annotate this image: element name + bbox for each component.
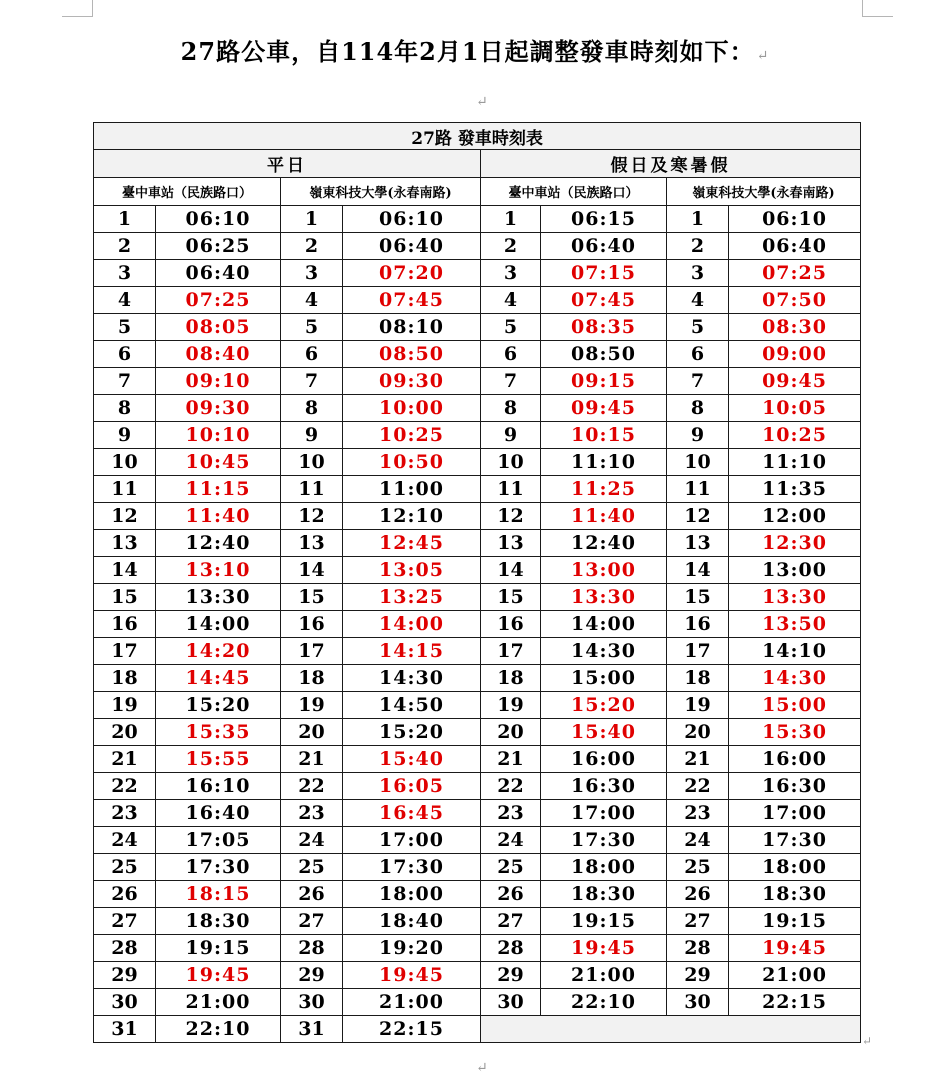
departure-time: 07:45	[541, 287, 667, 314]
departure-time: 15:30	[729, 719, 861, 746]
trip-number: 25	[94, 854, 156, 881]
table-row	[94, 260, 861, 287]
departure-time: 08:05	[156, 314, 281, 341]
trip-number: 18	[481, 665, 541, 692]
departure-time: 16:00	[729, 746, 861, 773]
departure-time: 12:30	[729, 530, 861, 557]
trip-number: 5	[667, 314, 729, 341]
trip-number: 18	[667, 665, 729, 692]
trip-number: 14	[281, 557, 343, 584]
departure-time: 18:30	[156, 908, 281, 935]
departure-time: 13:50	[729, 611, 861, 638]
trip-number: 2	[281, 233, 343, 260]
departure-time: 21:00	[343, 989, 481, 1016]
departure-time: 18:00	[541, 854, 667, 881]
table-row	[94, 800, 861, 827]
trip-number: 24	[281, 827, 343, 854]
station-header: 嶺東科技大學(永春南路)	[667, 178, 861, 206]
table-row	[94, 989, 861, 1016]
trip-number: 30	[281, 989, 343, 1016]
table-end-mark: ↵	[862, 1034, 873, 1048]
trip-number: 9	[481, 422, 541, 449]
departure-time: 15:40	[541, 719, 667, 746]
trip-number: 12	[281, 503, 343, 530]
departure-time: 11:25	[541, 476, 667, 503]
trip-number: 31	[281, 1016, 343, 1043]
departure-time: 07:25	[729, 260, 861, 287]
trip-number: 22	[94, 773, 156, 800]
departure-time: 19:45	[729, 935, 861, 962]
departure-time: 17:00	[343, 827, 481, 854]
departure-time: 15:00	[541, 665, 667, 692]
table-row	[94, 584, 861, 611]
trip-number: 1	[281, 206, 343, 233]
departure-time: 07:20	[343, 260, 481, 287]
departure-time: 11:40	[156, 503, 281, 530]
trip-number: 7	[667, 368, 729, 395]
table-row	[94, 1016, 861, 1043]
trip-number: 2	[667, 233, 729, 260]
trip-number: 30	[667, 989, 729, 1016]
trip-number: 26	[667, 881, 729, 908]
departure-time: 13:30	[156, 584, 281, 611]
table-row	[94, 341, 861, 368]
departure-time: 14:30	[729, 665, 861, 692]
departure-time: 18:30	[729, 881, 861, 908]
trip-number: 26	[94, 881, 156, 908]
departure-time: 18:15	[156, 881, 281, 908]
departure-time: 10:25	[343, 422, 481, 449]
trip-number: 7	[94, 368, 156, 395]
departure-time: 21:00	[541, 962, 667, 989]
trip-number: 28	[481, 935, 541, 962]
table-row	[94, 233, 861, 260]
group-header-holiday: 假日及寒暑假	[481, 150, 861, 178]
departure-time: 08:50	[343, 341, 481, 368]
departure-time: 19:15	[729, 908, 861, 935]
table-row	[94, 746, 861, 773]
trip-number: 5	[94, 314, 156, 341]
trip-number: 29	[667, 962, 729, 989]
trip-number: 21	[281, 746, 343, 773]
departure-time: 13:25	[343, 584, 481, 611]
trip-number: 27	[667, 908, 729, 935]
trip-number: 7	[481, 368, 541, 395]
departure-time: 16:10	[156, 773, 281, 800]
departure-time: 08:30	[729, 314, 861, 341]
trip-number: 14	[94, 557, 156, 584]
trip-number: 4	[94, 287, 156, 314]
table-row	[94, 287, 861, 314]
departure-time: 07:25	[156, 287, 281, 314]
trip-number: 18	[281, 665, 343, 692]
trip-number: 19	[94, 692, 156, 719]
page-corner-top-left	[62, 0, 93, 17]
trip-number: 16	[281, 611, 343, 638]
departure-time: 13:00	[541, 557, 667, 584]
table-row	[94, 314, 861, 341]
trip-number: 24	[94, 827, 156, 854]
departure-time: 16:30	[729, 773, 861, 800]
trip-number: 19	[481, 692, 541, 719]
departure-time: 10:45	[156, 449, 281, 476]
departure-time: 14:30	[343, 665, 481, 692]
departure-time: 19:45	[541, 935, 667, 962]
departure-time: 12:40	[156, 530, 281, 557]
table-row	[94, 422, 861, 449]
departure-time: 14:15	[343, 638, 481, 665]
trip-number: 4	[481, 287, 541, 314]
trip-number: 10	[667, 449, 729, 476]
trip-number: 23	[281, 800, 343, 827]
departure-time: 11:35	[729, 476, 861, 503]
departure-time: 10:05	[729, 395, 861, 422]
departure-time: 12:45	[343, 530, 481, 557]
departure-time: 18:00	[343, 881, 481, 908]
trip-number: 22	[281, 773, 343, 800]
trip-number: 17	[94, 638, 156, 665]
departure-time: 15:20	[343, 719, 481, 746]
trip-number: 4	[281, 287, 343, 314]
trip-number: 28	[281, 935, 343, 962]
trip-number: 3	[281, 260, 343, 287]
departure-time: 11:15	[156, 476, 281, 503]
trip-number: 20	[667, 719, 729, 746]
departure-time: 06:40	[343, 233, 481, 260]
departure-time: 14:10	[729, 638, 861, 665]
trip-number: 13	[281, 530, 343, 557]
document-heading	[0, 32, 950, 67]
departure-time: 13:00	[729, 557, 861, 584]
departure-time: 13:10	[156, 557, 281, 584]
trip-number: 21	[94, 746, 156, 773]
trip-number: 28	[667, 935, 729, 962]
table-row	[94, 206, 861, 233]
departure-time: 17:00	[541, 800, 667, 827]
departure-time: 19:45	[343, 962, 481, 989]
trip-number: 16	[94, 611, 156, 638]
trip-number: 5	[281, 314, 343, 341]
departure-time: 08:35	[541, 314, 667, 341]
departure-time: 08:40	[156, 341, 281, 368]
departure-time: 22:15	[729, 989, 861, 1016]
departure-time: 09:30	[156, 395, 281, 422]
trip-number: 22	[481, 773, 541, 800]
trip-number: 10	[94, 449, 156, 476]
departure-time: 10:15	[541, 422, 667, 449]
departure-time: 19:15	[156, 935, 281, 962]
trip-number: 26	[481, 881, 541, 908]
departure-time: 06:10	[343, 206, 481, 233]
table-row	[94, 530, 861, 557]
departure-time: 17:30	[343, 854, 481, 881]
departure-time: 16:45	[343, 800, 481, 827]
departure-time: 13:05	[343, 557, 481, 584]
table-row	[94, 827, 861, 854]
trip-number: 2	[481, 233, 541, 260]
trip-number: 29	[94, 962, 156, 989]
departure-time: 15:00	[729, 692, 861, 719]
departure-time: 10:25	[729, 422, 861, 449]
trip-number: 15	[94, 584, 156, 611]
trip-number: 14	[667, 557, 729, 584]
trip-number: 20	[481, 719, 541, 746]
departure-time: 14:50	[343, 692, 481, 719]
trip-number: 1	[94, 206, 156, 233]
departure-time: 10:10	[156, 422, 281, 449]
trip-number: 3	[94, 260, 156, 287]
table-row	[94, 368, 861, 395]
departure-time: 18:30	[541, 881, 667, 908]
trip-number: 21	[667, 746, 729, 773]
departure-time: 17:30	[156, 854, 281, 881]
departure-time: 07:45	[343, 287, 481, 314]
trip-number: 13	[481, 530, 541, 557]
trip-number: 3	[667, 260, 729, 287]
departure-time: 18:00	[729, 854, 861, 881]
table-row	[94, 692, 861, 719]
trip-number: 1	[481, 206, 541, 233]
trip-number: 29	[481, 962, 541, 989]
trip-number: 5	[481, 314, 541, 341]
departure-time: 11:00	[343, 476, 481, 503]
table-row	[94, 935, 861, 962]
page-corner-top-right	[862, 0, 893, 17]
departure-time: 09:15	[541, 368, 667, 395]
departure-time: 22:15	[343, 1016, 481, 1043]
departure-time: 11:40	[541, 503, 667, 530]
departure-time: 15:40	[343, 746, 481, 773]
departure-time: 09:00	[729, 341, 861, 368]
departure-time: 14:20	[156, 638, 281, 665]
group-header-weekday: 平日	[94, 150, 481, 178]
departure-time: 06:10	[156, 206, 281, 233]
departure-time: 16:00	[541, 746, 667, 773]
departure-time: 17:30	[541, 827, 667, 854]
table-row	[94, 476, 861, 503]
table-row	[94, 665, 861, 692]
departure-time: 07:15	[541, 260, 667, 287]
table-row	[94, 962, 861, 989]
departure-time: 11:10	[729, 449, 861, 476]
departure-time: 21:00	[729, 962, 861, 989]
trip-number: 18	[94, 665, 156, 692]
trip-number: 27	[281, 908, 343, 935]
trip-number: 25	[667, 854, 729, 881]
departure-time: 19:45	[156, 962, 281, 989]
table-row	[94, 449, 861, 476]
trip-number: 12	[94, 503, 156, 530]
trip-number: 17	[667, 638, 729, 665]
trip-number: 6	[281, 341, 343, 368]
trip-number: 3	[481, 260, 541, 287]
departure-time: 12:40	[541, 530, 667, 557]
departure-time: 09:30	[343, 368, 481, 395]
departure-time: 16:40	[156, 800, 281, 827]
trip-number: 20	[281, 719, 343, 746]
trip-number: 20	[94, 719, 156, 746]
departure-time: 06:15	[541, 206, 667, 233]
trip-number: 9	[667, 422, 729, 449]
departure-time: 09:45	[541, 395, 667, 422]
trip-number: 9	[281, 422, 343, 449]
trip-number: 27	[481, 908, 541, 935]
departure-time: 06:40	[729, 233, 861, 260]
departure-time: 07:50	[729, 287, 861, 314]
trip-number: 23	[481, 800, 541, 827]
departure-time: 17:05	[156, 827, 281, 854]
trip-number: 28	[94, 935, 156, 962]
departure-time: 10:00	[343, 395, 481, 422]
table-row	[94, 611, 861, 638]
trip-number: 19	[281, 692, 343, 719]
trip-number: 31	[94, 1016, 156, 1043]
trip-number: 6	[667, 341, 729, 368]
table-row	[94, 395, 861, 422]
trip-number: 30	[481, 989, 541, 1016]
departure-time: 06:10	[729, 206, 861, 233]
trip-number: 21	[481, 746, 541, 773]
table-row	[94, 557, 861, 584]
departure-time: 19:15	[541, 908, 667, 935]
departure-time: 16:30	[541, 773, 667, 800]
trip-number: 8	[667, 395, 729, 422]
departure-time: 06:40	[541, 233, 667, 260]
trip-number: 29	[281, 962, 343, 989]
departure-time: 08:50	[541, 341, 667, 368]
trip-number: 23	[94, 800, 156, 827]
departure-time: 08:10	[343, 314, 481, 341]
departure-time: 22:10	[541, 989, 667, 1016]
trip-number: 15	[481, 584, 541, 611]
trip-number: 1	[667, 206, 729, 233]
departure-time: 12:00	[729, 503, 861, 530]
departure-time: 11:10	[541, 449, 667, 476]
trip-number: 9	[94, 422, 156, 449]
trip-number: 27	[94, 908, 156, 935]
trip-number: 11	[481, 476, 541, 503]
trip-number: 12	[481, 503, 541, 530]
trip-number: 8	[481, 395, 541, 422]
trip-number: 25	[481, 854, 541, 881]
trip-number: 24	[481, 827, 541, 854]
trip-number: 13	[94, 530, 156, 557]
departure-time: 14:00	[156, 611, 281, 638]
table-row	[94, 638, 861, 665]
table-row	[94, 854, 861, 881]
departure-time: 12:10	[343, 503, 481, 530]
trip-number: 30	[94, 989, 156, 1016]
paragraph-mark: ↵	[756, 48, 770, 64]
trip-number: 26	[281, 881, 343, 908]
trip-number: 8	[281, 395, 343, 422]
trip-number: 14	[481, 557, 541, 584]
trip-number: 24	[667, 827, 729, 854]
trip-number: 13	[667, 530, 729, 557]
departure-time: 14:00	[343, 611, 481, 638]
paragraph-mark: ↵	[476, 1060, 488, 1076]
departure-time: 15:20	[156, 692, 281, 719]
trip-number: 22	[667, 773, 729, 800]
table-row	[94, 773, 861, 800]
table-row	[94, 881, 861, 908]
departure-time: 13:30	[541, 584, 667, 611]
departure-time: 10:50	[343, 449, 481, 476]
trip-number: 16	[667, 611, 729, 638]
paragraph-mark: ↵	[476, 94, 488, 110]
trip-number: 15	[281, 584, 343, 611]
trip-number: 8	[94, 395, 156, 422]
departure-time: 09:45	[729, 368, 861, 395]
trip-number: 6	[481, 341, 541, 368]
trip-number: 11	[94, 476, 156, 503]
station-header: 嶺東科技大學(永春南路)	[281, 178, 481, 206]
trip-number: 6	[94, 341, 156, 368]
station-header: 臺中車站（民族路口）	[481, 178, 667, 206]
departure-time: 17:30	[729, 827, 861, 854]
departure-time: 06:40	[156, 260, 281, 287]
departure-time: 19:20	[343, 935, 481, 962]
departure-time: 18:40	[343, 908, 481, 935]
departure-time: 14:00	[541, 611, 667, 638]
departure-time: 15:35	[156, 719, 281, 746]
trip-number: 25	[281, 854, 343, 881]
departure-time: 21:00	[156, 989, 281, 1016]
trip-number: 15	[667, 584, 729, 611]
trip-number: 19	[667, 692, 729, 719]
trip-number: 2	[94, 233, 156, 260]
table-row	[94, 719, 861, 746]
trip-number: 17	[481, 638, 541, 665]
departure-time: 13:30	[729, 584, 861, 611]
departure-time: 15:20	[541, 692, 667, 719]
trip-number: 23	[667, 800, 729, 827]
empty-cell	[481, 1016, 861, 1043]
trip-number: 7	[281, 368, 343, 395]
trip-number: 12	[667, 503, 729, 530]
timetable	[93, 122, 861, 1043]
table-row	[94, 503, 861, 530]
station-header: 臺中車站（民族路口）	[94, 178, 281, 206]
timetable-title: 27路 發車時刻表	[94, 123, 861, 150]
departure-time: 17:00	[729, 800, 861, 827]
trip-number: 16	[481, 611, 541, 638]
departure-time: 06:25	[156, 233, 281, 260]
table-row	[94, 908, 861, 935]
departure-time: 15:55	[156, 746, 281, 773]
departure-time: 14:30	[541, 638, 667, 665]
heading-text: 27路公車，自114年2月1日起調整發車時刻如下：	[180, 37, 755, 66]
trip-number: 17	[281, 638, 343, 665]
trip-number: 11	[667, 476, 729, 503]
trip-number: 11	[281, 476, 343, 503]
departure-time: 22:10	[156, 1016, 281, 1043]
trip-number: 10	[481, 449, 541, 476]
departure-time: 14:45	[156, 665, 281, 692]
trip-number: 4	[667, 287, 729, 314]
trip-number: 10	[281, 449, 343, 476]
departure-time: 09:10	[156, 368, 281, 395]
departure-time: 16:05	[343, 773, 481, 800]
